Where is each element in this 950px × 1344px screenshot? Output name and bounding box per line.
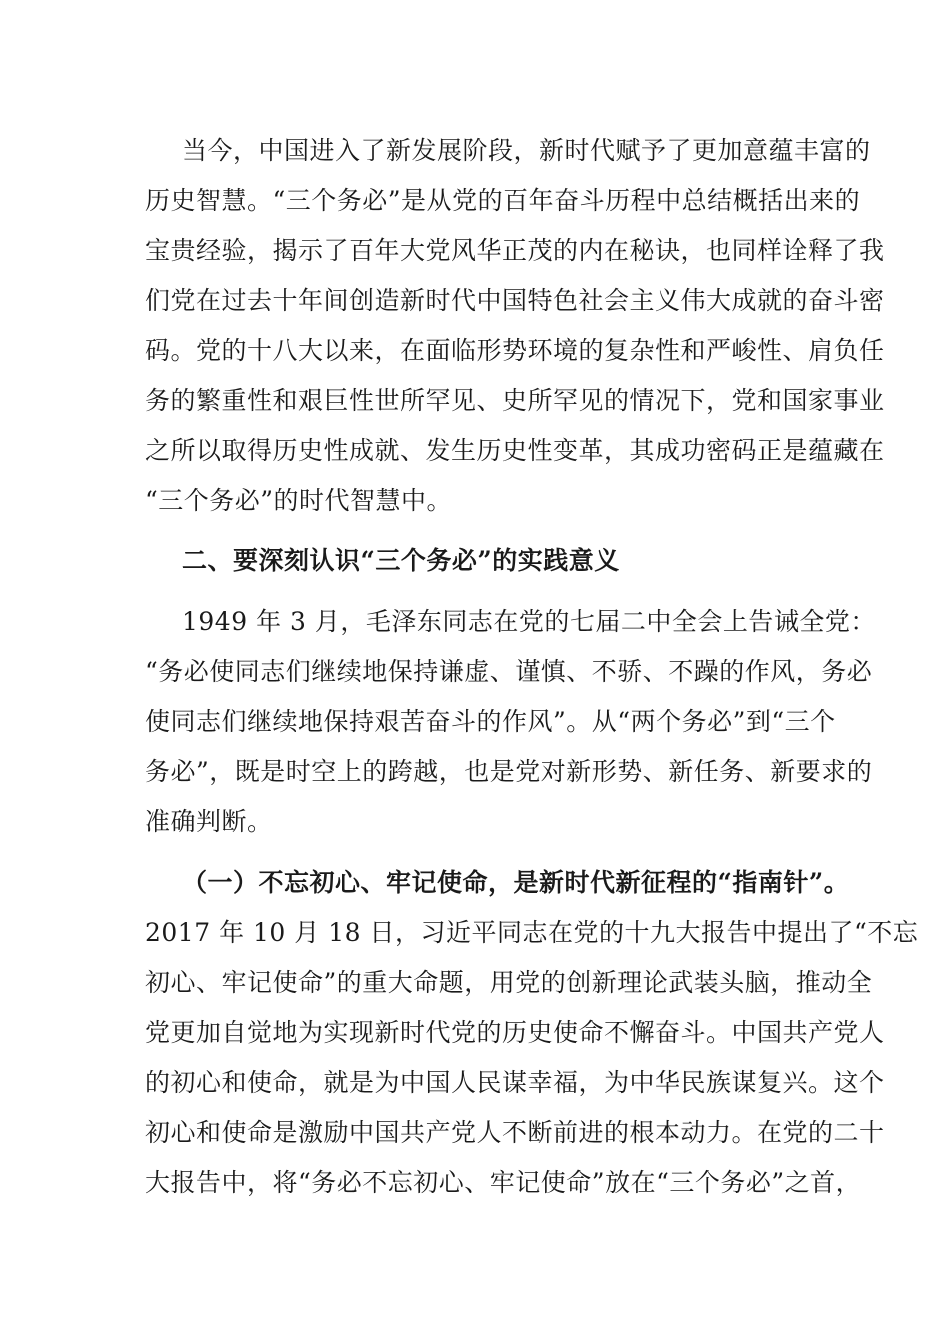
paragraph-line: “三个务必”的时代智慧中。 <box>145 486 453 515</box>
paragraph-line: 宝贵经验，揭示了百年大党风华正茂的内在秘诀，也同样诠释了我 <box>145 236 885 265</box>
paragraph-line: 使同志们继续地保持艰苦奋斗的作风”。从“两个务必”到“三个 <box>145 707 836 736</box>
paragraph-line: 党更加自觉地为实现新时代党的历史使命不懈奋斗。中国共产党人 <box>145 1018 885 1047</box>
paragraph-line: 们党在过去十年间创造新时代中国特色社会主义伟大成就的奋斗密 <box>145 286 885 315</box>
paragraph-line: 之所以取得历史性成就、发生历史性变革，其成功密码正是蕴藏在 <box>145 436 885 465</box>
paragraph-line: 务必”，既是时空上的跨越，也是党对新形势、新任务、新要求的 <box>145 757 873 786</box>
section-heading: 二、要深刻认识“三个务必”的实践意义 <box>182 546 620 575</box>
paragraph-line: 初心和使命是激励中国共产党人不断前进的根本动力。在党的二十 <box>145 1118 885 1147</box>
paragraph-subheading: （一）不忘初心、牢记使命，是新时代新征程的“指南针”。 <box>182 868 850 897</box>
paragraph-line: 1949 年 3 月，毛泽东同志在党的七届二中全会上告诫全党： <box>182 607 876 636</box>
paragraph-line: 大报告中，将“务必不忘初心、牢记使命”放在“三个务必”之首， <box>145 1168 862 1197</box>
paragraph-line: 码。党的十八大以来，在面临形势环境的复杂性和严峻性、肩负任 <box>145 336 885 365</box>
paragraph-line: “务必使同志们继续地保持谦虚、谨慎、不骄、不躁的作风，务必 <box>145 657 873 686</box>
paragraph-line: 初心、牢记使命”的重大命题，用党的创新理论武装头脑，推动全 <box>145 968 873 997</box>
paragraph-line: 的初心和使命，就是为中国人民谋幸福，为中华民族谋复兴。这个 <box>145 1068 885 1097</box>
paragraph-line: 2017 年 10 月 18 日，习近平同志在党的十九大报告中提出了“不忘 <box>145 918 919 947</box>
paragraph-line: 务的繁重性和艰巨性世所罕见、史所罕见的情况下，党和国家事业 <box>145 386 885 415</box>
paragraph-line: 历史智慧。“三个务必”是从党的百年奋斗历程中总结概括出来的 <box>145 186 861 215</box>
paragraph-line: 当今，中国进入了新发展阶段，新时代赋予了更加意蕴丰富的 <box>182 136 871 165</box>
paragraph-line: 准确判断。 <box>145 807 273 836</box>
